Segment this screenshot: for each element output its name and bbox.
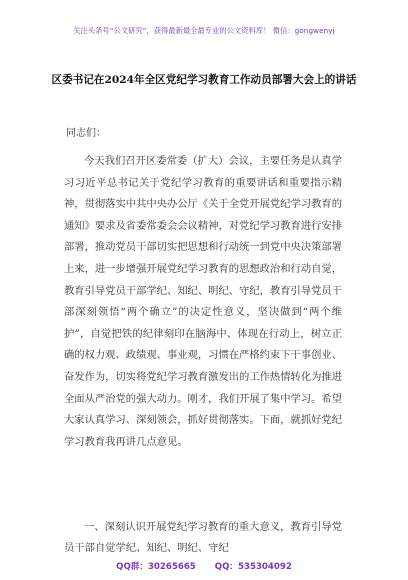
section-heading: 一、深刻认识开展党纪学习教育的重大意义，教育引导党员干部自觉学纪、知纪、明纪、守纪	[64, 521, 342, 554]
qq-group: QQ群：30265665	[116, 562, 196, 572]
footer-contact	[0, 560, 408, 572]
qq-number: QQ：535304092	[214, 562, 292, 572]
header-notice: 关注头条号“公文研究”，获得最新最全最专业的公文资料库！ 微信：gongwenyj	[73, 26, 335, 35]
document-title: 区委书记在2024年全区党纪学习教育工作动员部署大会上的讲话	[51, 74, 357, 86]
salutation: 同志们：	[66, 128, 106, 139]
body-paragraph: 今天我们召开区委常委（扩大）会议，主要任务是认真学习习近平总书记关于党纪学习教育的重要讲话和重要指示精神，贯彻落实中共中央办公厅《关于全党开展党纪学习教育的通知》要求及省委常委会会议精神，对党纪学习教育进行安排部署，推动党员干部切实把思想和行动统一到党中央决策部署上来，进一步增强开展党纪学习教育的思想政治和行动自觉，教育引导党员干部学纪、知纪、明纪、守纪，教育引导党员干部深刻领悟“两个确立”的决定性意义，坚决做到“两个维护”，自觉把铁的纪律刻印在脑海中、体现在行动上，树立正确的权力观、政绩观、事业观，习惯在严格约束下干事创业、奋发作为，切实将党纪学习教育激发出的工作热情转化为推进全面从严治党的强大动力。刚才，我们开展了集中学习。希望大家认真学习、深刻领会，抓好贯彻落实。下面，就抓好党纪学习教育我再讲几点意见。	[64, 155, 343, 448]
